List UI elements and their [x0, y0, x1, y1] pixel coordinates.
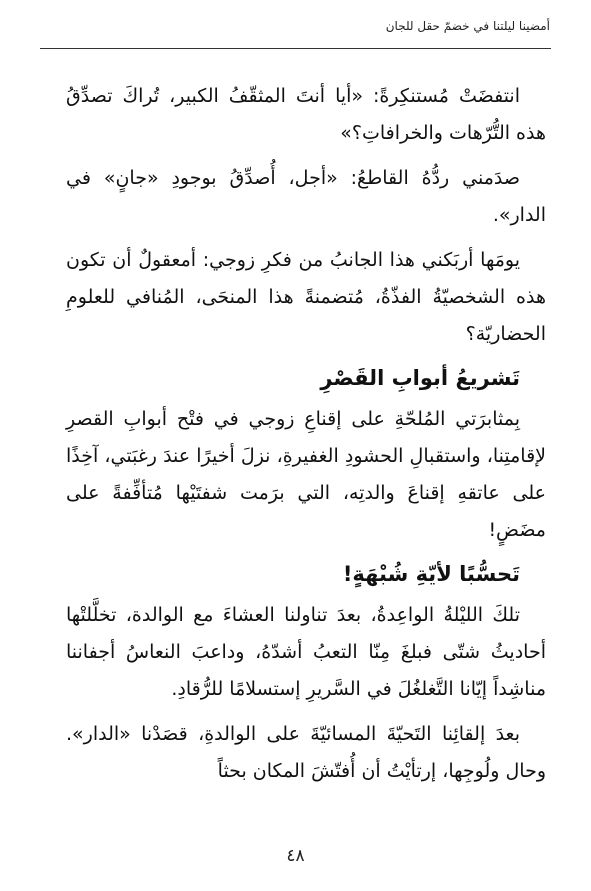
page-number: ٤٨ [286, 846, 305, 866]
paragraph-5: تلكَ الليْلةُ الواعِدةُ، بعدَ تناولنا العشاءَ مع الوالدة، تخلَّلتْها أحاديثُ شتّى فبلغَ مِنّا التعبُ أشدّهُ، وداعبَ النعاسُ أجفاننا مناشِداً إيّانا التَّغلغُلَ في السَّريرِ إستسلامًا للرُّقادِ. [66, 604, 546, 700]
section-heading-1: تَشريعُ أبوابِ القَصْرِ [320, 366, 520, 390]
paragraph-1: انتفضَتْ مُستنكِرةً: «أيا أنتَ المثقّفُ الكبير، تُراكَ تصدِّقُ هذه التُّرّهات والخرافاتِ؟» [66, 85, 546, 144]
paragraph-2: صدَمني ردُّهُ القاطعُ: «أجل، أُصدِّقُ بوجودِ «جانٍ» في الدار». [66, 167, 546, 226]
header-rule [40, 48, 551, 49]
paragraph-3: يومَها أربَكني هذا الجانبُ من فكرِ زوجي: أمعقولٌ أن تكون هذه الشخصيّةُ الفذّةُ، مُتضمنةً هذا المنحَى، المُنافي للعلومِ الحضاريّة؟ [66, 249, 546, 345]
paragraph-6: بعدَ إلقائِنا التَحيّةَ المسائيّةَ على الوالدةِ، قصَدْنا «الدار». وحال ولُوجِها، إرتأيْتُ أن أُفتّشَ المكان بحثاً [66, 723, 546, 782]
running-header: أمضينا ليلتنا في خضمّ حقل للجان [385, 19, 550, 33]
section-heading-2: تَحسُّبًا لأيّةِ شُبْهَةٍ! [342, 562, 520, 586]
paragraph-4: بِمثابرَتي المُلحّةِ على إقناعِ زوجي في فتْح أبوابِ القصرِ لإقامتِنا، واستقبالِ الحشودِ الغفيرةِ، نزلَ أخيرًا عندَ رغبَتي، آخِذًا على عاتقهِ إقناعَ والدتِه، التي برَمت شفتَيْها مُتأفِّفةً على مضَضٍ! [66, 408, 546, 541]
body-text [66, 78, 546, 798]
